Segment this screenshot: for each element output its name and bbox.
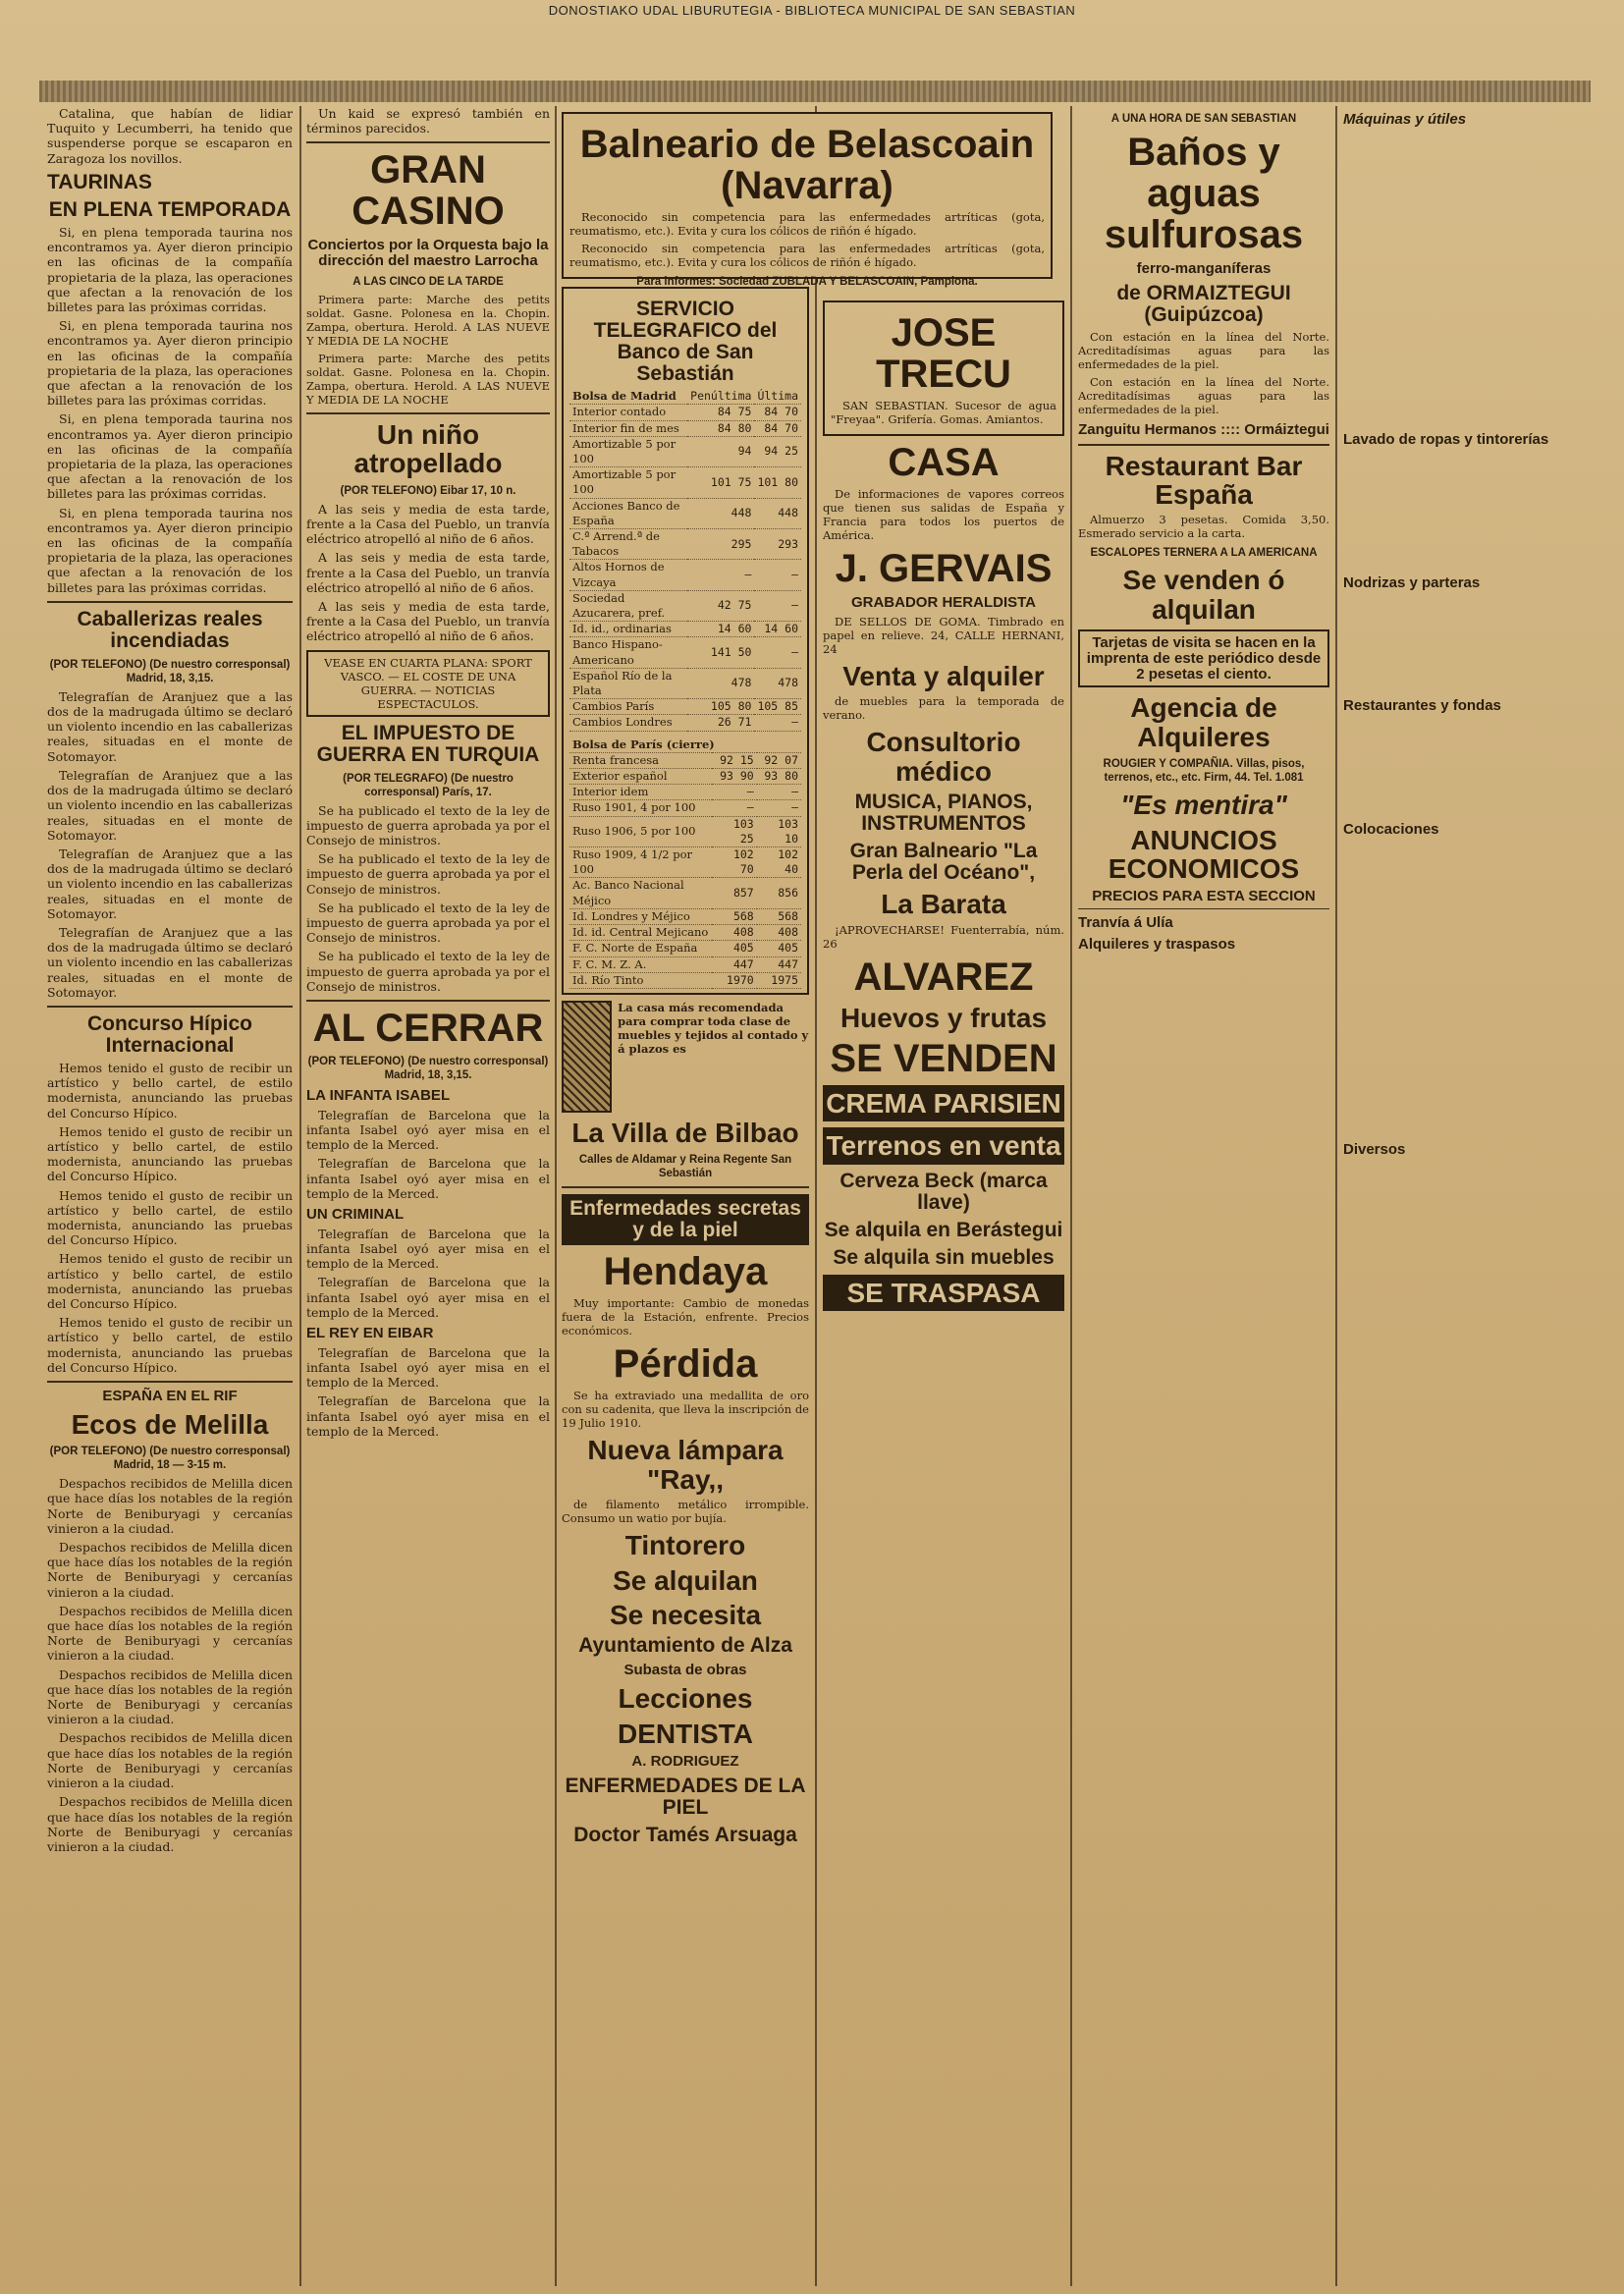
column-rule: [815, 106, 817, 2286]
bolsa-madrid-heading: Bolsa de Madrid: [569, 389, 687, 405]
quote-row: [569, 715, 801, 731]
headline-alquila-berastegui: Se alquila en Berástegui: [824, 1218, 1063, 1241]
impuesto-text: Se ha publicado el texto de la ley de impuesto de guerra aprobada ya por el Consejo de ministros.: [306, 949, 550, 994]
column-rule: [555, 106, 557, 2286]
quote-name: Exterior español: [569, 769, 712, 785]
headline-hendaya: Hendaya: [603, 1250, 768, 1294]
quote-value: 105 80: [687, 699, 754, 715]
quote-name: Ruso 1906, 5 por 100: [569, 816, 712, 847]
quote-row: [569, 622, 801, 637]
bolsa-paris-heading: Bolsa de París (cierre): [569, 737, 801, 753]
column-2: [306, 106, 550, 2286]
quote-value: —: [754, 590, 801, 621]
quote-value: 857: [712, 878, 756, 908]
balneario-info: Para informes: Sociedad ZUBLADA Y BELASCOAIN, Pamplona.: [636, 276, 978, 288]
telephone-note: (POR TELEFONO) (De nuestro corresponsal) Madrid, 18, 3,15.: [307, 1056, 549, 1082]
column-rule: [299, 106, 301, 2286]
caballerizas-text: Telegrafían de Aranjuez que a las dos de la madrugada último se declaró un violento incendio en las caballerizas reales, situadas en el monte de Sotomayor.: [47, 846, 293, 921]
hipico-text: Hemos tenido el gusto de recibir un artístico y bello cartel, de estilo modernista, anunciando las pruebas del Concurso Hípico.: [47, 1187, 293, 1248]
quote-value: 42 75: [687, 590, 754, 621]
servicio-telegrafico: [562, 287, 809, 995]
section-alquileres: Alquileres y traspasos: [1078, 935, 1236, 953]
trecu-text: SAN SEBASTIAN. Sucesor de agua "Freyaa". Grifería. Gomas. Amiantos.: [831, 399, 1056, 426]
quote-value: —: [712, 800, 756, 816]
plena-text: Si, en plena temporada taurina nos encontramos ya. Ayer dieron principio en las oficinas de la compañía propietaria de la plaza, las operaciones que afectan a la renovación de los billetes para las próximas corridas.: [47, 505, 293, 595]
subasta-subtitle: Subasta de obras: [623, 1662, 747, 1679]
headline-gran-casino: GRAN CASINO: [352, 148, 505, 234]
barata-text: ¡APROVECHARSE! Fuenterrabía, núm. 26: [823, 922, 1064, 951]
separator: [306, 412, 550, 414]
hora-note: A UNA HORA DE SAN SEBASTIAN: [1110, 113, 1297, 125]
lampara-text: de filamento metálico irrompible. Consumo un watio por bujía.: [562, 1498, 809, 1526]
impuesto-text: Se ha publicado el texto de la ley de impuesto de guerra aprobada ya por el Consejo de ministros.: [306, 851, 550, 897]
quote-value: —: [687, 560, 754, 590]
venta-text: de muebles para la temporada de verano.: [823, 694, 1064, 723]
column-5: [1078, 106, 1329, 2286]
quote-row: [569, 436, 801, 466]
separator: [47, 1381, 293, 1383]
headline-al-cerrar: AL CERRAR: [312, 1007, 544, 1051]
headline-musica: MUSICA, PIANOS, INSTRUMENTOS: [854, 790, 1033, 835]
separator: [306, 141, 550, 143]
headline-gervais: J. GERVAIS: [835, 547, 1053, 590]
headline-perdida: Pérdida: [613, 1342, 758, 1387]
quote-row: [569, 878, 801, 908]
quote-name: Interior contado: [569, 405, 687, 420]
quote-value: 103 25: [712, 816, 756, 847]
quote-name: Banco Hispano-Americano: [569, 637, 687, 668]
quote-row: [569, 560, 801, 590]
col2-intro: Un kaid se expresó también en términos parecidos.: [306, 106, 550, 137]
headline-hipico: Concurso Hípico Internacional: [86, 1011, 252, 1057]
quote-value: 295: [687, 529, 754, 560]
separator: [562, 1186, 809, 1188]
quote-name: Id. id., ordinarias: [569, 622, 687, 637]
melilla-text: Despachos recibidos de Melilla dicen que hace días los notables de la región Norte de Beniburyagi y cercanías vinieron a la ciudad.: [47, 1603, 293, 1664]
hendaya-text: Muy importante: Cambio de monedas fuera de la Estación, enfrente. Precios económicos.: [562, 1296, 809, 1338]
quote-name: Id. Londres y Méjico: [569, 908, 712, 924]
quote-value: 408: [757, 925, 801, 941]
servicio-title: SERVICIO TELEGRAFICO del Banco de San Sebastián: [593, 298, 778, 386]
quote-row: [569, 941, 801, 956]
quote-value: 405: [757, 941, 801, 956]
impuesto-text: Se ha publicado el texto de la ley de impuesto de guerra aprobada ya por el Consejo de ministros.: [306, 900, 550, 946]
headline-caballerizas: Caballerizas reales incendiadas: [77, 607, 263, 652]
separator: [1078, 908, 1329, 909]
quote-row: [569, 816, 801, 847]
sport-notice: VEASE EN CUARTA PLANA: SPORT VASCO. — EL COSTE DE UNA GUERRA. — NOTICIAS ESPECTACULOS.: [306, 650, 550, 717]
separator: [47, 601, 293, 603]
quote-name: F. C. M. Z. A.: [569, 956, 712, 972]
headline-venta: Venta y alquiler: [842, 660, 1045, 691]
quote-value: 568: [712, 908, 756, 924]
quote-row: [569, 529, 801, 560]
restaurant-plato: ESCALOPES TERNERA A LA AMERICANA: [1090, 547, 1318, 560]
hipico-text: Hemos tenido el gusto de recibir un artístico y bello cartel, de estilo modernista, anunciando las pruebas del Concurso Hípico.: [47, 1061, 293, 1120]
quote-name: Acciones Banco de España: [569, 498, 687, 528]
cerrar-text: Telegrafían de Barcelona que la infanta Isabel oyó ayer misa en el templo de la Merced.: [306, 1344, 550, 1391]
quote-name: Amortizable 5 por 100: [569, 467, 687, 498]
quote-value: 293: [754, 529, 801, 560]
quote-value: 92 15: [712, 752, 756, 768]
villa-subtitle: Calles de Aldamar y Reina Regente San Sebastián: [578, 1154, 792, 1180]
quote-value: 92 07: [757, 752, 801, 768]
perdida-text: Se ha extraviado una medallita de oro con su cadenita, que lleva la inscripción de 19 Julio 1910.: [562, 1389, 809, 1431]
quote-value: 94 25: [754, 436, 801, 466]
quote-name: Sociedad Azucarera, pref.: [569, 590, 687, 621]
quote-value: —: [712, 785, 756, 800]
quote-value: 14 60: [687, 622, 754, 637]
quote-name: Interior fin de mes: [569, 420, 687, 436]
restaurant-text: Almuerzo 3 pesetas. Comida 3,50. Esmerado servicio a la carta.: [1078, 513, 1329, 541]
headline-enfermedades: Enfermedades secretas y de la piel: [562, 1194, 809, 1245]
quote-value: 447: [757, 956, 801, 972]
banos-text: Con estación en la línea del Norte. Acreditadísimas aguas para las enfermedades de la piel.: [1078, 329, 1329, 371]
quote-value: 26 71: [687, 715, 754, 731]
quote-name: C.ª Arrend.ª de Tabacos: [569, 529, 687, 560]
column-4: [823, 295, 1064, 2286]
subhead-rey: EL REY EN EIBAR: [306, 1324, 434, 1341]
hipico-text: Hemos tenido el gusto de recibir un artístico y bello cartel, de estilo modernista, anunciando las pruebas del Concurso Hípico.: [47, 1123, 293, 1184]
bolsa-paris-table: [569, 737, 801, 989]
quote-value: 93 80: [757, 769, 801, 785]
quote-row: [569, 800, 801, 816]
quote-value: 101 80: [754, 467, 801, 498]
melilla-text: Despachos recibidos de Melilla dicen que hace días los notables de la región Norte de Beniburyagi y cercanías vinieron a la ciudad.: [47, 1730, 293, 1791]
cerrar-text: Telegrafían de Barcelona que la infanta Isabel oyó ayer misa en el templo de la Merced.: [306, 1226, 550, 1272]
ormaiztegui: de ORMAIZTEGUI (Guipúzcoa): [1116, 281, 1291, 326]
quote-value: —: [754, 715, 801, 731]
headline-nino-atropellado: Un niño atropellado: [353, 418, 503, 479]
casino-program: Primera parte: Marche des petits soldat. Gasne. Polonesa en la. Chopin. Zampa, obertura. Herold. A LAS NUEVE Y MEDIA DE LA NOCHE: [306, 351, 550, 407]
quote-value: 84 70: [754, 405, 801, 420]
nino-text: A las seis y media de esta tarde, frente a la Casa del Pueblo, un tranvía eléctrico atropelló al niño de 6 años.: [306, 550, 550, 595]
casino-time: A LAS CINCO DE LA TARDE: [352, 275, 504, 288]
quote-name: Español Río de la Plata: [569, 668, 687, 698]
quote-row: [569, 467, 801, 498]
headline-traspasa: SE TRASPASA: [823, 1275, 1064, 1311]
separator: [306, 1000, 550, 1002]
subhead-criminal: UN CRIMINAL: [306, 1206, 405, 1224]
archive-header: DONOSTIAKO UDAL LIBURUTEGIA - BIBLIOTECA MUNICIPAL DE SAN SEBASTIAN: [548, 3, 1076, 18]
quote-value: —: [754, 560, 801, 590]
masthead-rule: [39, 81, 1591, 102]
melilla-text: Despachos recibidos de Melilla dicen que hace días los notables de la región Norte de Beniburyagi y cercanías vinieron a la ciudad.: [47, 1794, 293, 1854]
quote-value: 102 70: [712, 847, 756, 878]
headline-anuncios: ANUNCIOS ECONOMICOS: [1108, 824, 1300, 884]
tarjetas-notice: Tarjetas de visita se hacen en la imprenta de este periódico desde 2 pesetas el ciento.: [1078, 629, 1329, 687]
quote-value: 448: [687, 498, 754, 528]
col1-intro: Catalina, que habían de lidiar Tuquito y Lecumberri, ha tenido que suspenderse porque se escaparon en Zaragoza los novillos.: [47, 106, 293, 166]
headline-alvarez: ALVAREZ: [853, 955, 1034, 999]
gervais-subtitle: GRABADOR HERALDISTA: [850, 594, 1037, 611]
headline-restaurant: Restaurant Bar España: [1105, 450, 1303, 510]
quote-value: 448: [754, 498, 801, 528]
dentista-name: A. RODRIGUEZ: [631, 1752, 739, 1770]
nino-text: A las seis y media de esta tarde, frente a la Casa del Pueblo, un tranvía eléctrico atropelló al niño de 6 años.: [306, 598, 550, 644]
headline-villa-bilbao: La Villa de Bilbao: [571, 1117, 799, 1148]
quote-value: 1970: [712, 972, 756, 988]
col-header: Penúltima: [687, 389, 754, 405]
villa-image-text: La casa más recomendada para comprar toda clase de muebles y tejidos al contado y á plazos es: [618, 1000, 809, 1056]
trecu-ad: [823, 300, 1064, 436]
headline-dentista: DENTISTA: [618, 1718, 753, 1749]
cerrar-text: Telegrafían de Barcelona que la infanta Isabel oyó ayer misa en el templo de la Merced.: [306, 1393, 550, 1439]
quote-value: 14 60: [754, 622, 801, 637]
headline-balneario: Balneario de Belascoain (Navarra): [579, 123, 1035, 207]
plena-text: Si, en plena temporada taurina nos encontramos ya. Ayer dieron principio en las oficinas de la compañía propietaria de la plaza, las operaciones que afectan a la renovación de los billetes para las próximas corridas.: [47, 224, 293, 314]
quote-value: 405: [712, 941, 756, 956]
section-rif: ESPAÑA EN EL RIF: [102, 1388, 238, 1405]
quote-row: [569, 590, 801, 621]
quote-value: 84 70: [754, 420, 801, 436]
section-tranvia: Tranvía á Ulía: [1078, 914, 1173, 932]
quote-name: Renta francesa: [569, 752, 712, 768]
quote-value: —: [754, 637, 801, 668]
quote-name: Interior idem: [569, 785, 712, 800]
casino-subtitle: Conciertos por la Orquesta bajo la dirección del maestro Larrocha: [307, 237, 549, 270]
quote-value: 856: [757, 878, 801, 908]
quote-value: 568: [757, 908, 801, 924]
quote-value: 101 75: [687, 467, 754, 498]
quote-row: [569, 420, 801, 436]
zanguitu: Zanguitu Hermanos :::: Ormáiztegui: [1078, 420, 1329, 438]
quote-name: Ac. Banco Nacional Méjico: [569, 878, 712, 908]
melilla-text: Despachos recibidos de Melilla dicen que hace días los notables de la región Norte de Beniburyagi y cercanías vinieron a la ciudad.: [47, 1476, 293, 1536]
quote-value: 447: [712, 956, 756, 972]
cerrar-text: Telegrafían de Barcelona que la infanta Isabel oyó ayer misa en el templo de la Merced.: [306, 1156, 550, 1201]
quote-value: 408: [712, 925, 756, 941]
banos-subtitle: ferro-manganíferas: [1136, 260, 1272, 277]
plena-text: Si, en plena temporada taurina nos encontramos ya. Ayer dieron principio en las oficinas de la compañía propietaria de la plaza, las operaciones que afectan a la renovación de los billetes para las próximas corridas.: [47, 411, 293, 502]
headline-impuesto: EL IMPUESTO DE GUERRA EN TURQUIA: [316, 721, 540, 766]
headline-huevos: Huevos y frutas: [839, 1002, 1048, 1033]
telephone-note: (POR TELEGRAFO) (De nuestro corresponsal) París, 17.: [343, 772, 514, 798]
bed-illustration: [562, 1001, 612, 1113]
precios-title: PRECIOS PARA ESTA SECCION: [1092, 888, 1316, 905]
quote-row: [569, 925, 801, 941]
headline-casa: CASA: [888, 441, 1000, 484]
melilla-text: Despachos recibidos de Melilla dicen que hace días los notables de la región Norte de Beniburyagi y cercanías vinieron a la ciudad.: [47, 1540, 293, 1600]
quote-value: 105 85: [754, 699, 801, 715]
quote-value: 103 10: [757, 816, 801, 847]
quote-value: —: [757, 785, 801, 800]
headline-se-venden: SE VENDEN: [830, 1036, 1057, 1080]
quote-name: Id. Río Tinto: [569, 972, 712, 988]
quote-value: 1975: [757, 972, 801, 988]
quote-row: [569, 785, 801, 800]
headline-banos: Baños y aguas sulfurosas: [1104, 131, 1304, 256]
caballerizas-text: Telegrafían de Aranjuez que a las dos de la madrugada último se declaró un violento incendio en las caballerizas reales, situadas en el monte de Sotomayor.: [47, 688, 293, 764]
villa-ad-image-row: [562, 1001, 809, 1113]
section-taurinas: TAURINAS: [47, 170, 152, 193]
section-colocaciones: Colocaciones: [1343, 821, 1439, 838]
section-restaurantes: Restaurantes y fondas: [1343, 697, 1501, 715]
subhead-infanta: LA INFANTA ISABEL: [306, 1087, 451, 1105]
telephone-note: (POR TELEFONO) (De nuestro corresponsal) Madrid, 18, 3,15.: [49, 658, 291, 684]
quote-value: 93 90: [712, 769, 756, 785]
quote-row: [569, 668, 801, 698]
quote-value: 478: [754, 668, 801, 698]
caballerizas-text: Telegrafían de Aranjuez que a las dos de la madrugada último se declaró un violento incendio en las caballerizas reales, situadas en el monte de Sotomayor.: [47, 924, 293, 1000]
column-rule: [1070, 106, 1072, 2286]
headline-crema: CREMA PARISIEN: [823, 1085, 1064, 1121]
section-nodrizas: Nodrizas y parteras: [1343, 574, 1481, 591]
quote-name: Cambios Londres: [569, 715, 687, 731]
section-lavado: Lavado de ropas y tintorerías: [1343, 430, 1549, 448]
headline-cerveza: Cerveza Beck (marca llave): [839, 1169, 1048, 1214]
separator: [47, 1006, 293, 1008]
headline-consultorio: Consultorio médico: [866, 727, 1021, 787]
headline-barata: La Barata: [881, 889, 1006, 920]
hipico-text: Hemos tenido el gusto de recibir un artístico y bello cartel, de estilo modernista, anunciando las pruebas del Concurso Hípico.: [47, 1251, 293, 1312]
quote-name: Id. id. Central Mejicano: [569, 925, 712, 941]
balneario-text: Reconocido sin competencia para las enfermedades artríticas (gota, reumatismo, etc.). Evita y cura los cólicos de riñón é hígado.: [569, 210, 1045, 238]
section-diversos: Diversos: [1343, 1140, 1406, 1158]
headline-venden-alquilan: Se venden ó alquilan: [1122, 565, 1285, 625]
headline-agencia: Agencia de Alquileres: [1130, 692, 1277, 752]
quote-row: [569, 956, 801, 972]
balneario-ad: [562, 112, 1053, 288]
quote-row: [569, 405, 801, 420]
cerrar-text: Telegrafían de Barcelona que la infanta Isabel oyó ayer misa en el templo de la Merced.: [306, 1107, 550, 1153]
caballerizas-text: Telegrafían de Aranjuez que a las dos de la madrugada último se declaró un violento incendio en las caballerizas reales, situadas en el monte de Sotomayor.: [47, 767, 293, 843]
quote-name: Altos Hornos de Vizcaya: [569, 560, 687, 590]
quote-value: 102 40: [757, 847, 801, 878]
quote-value: 478: [687, 668, 754, 698]
headline-sin-muebles: Se alquila sin muebles: [833, 1245, 1055, 1269]
headline-melilla: Ecos de Melilla: [71, 1408, 269, 1440]
quote-row: [569, 752, 801, 768]
cerrar-text: Telegrafían de Barcelona que la infanta Isabel oyó ayer misa en el templo de la Merced.: [306, 1275, 550, 1320]
quote-row: [569, 498, 801, 528]
headline-tintorero: Tintorero: [624, 1530, 746, 1561]
casa-text: De informaciones de vapores correos que tienen sus salidas de España y Francia para todos los puertos de América.: [823, 487, 1064, 542]
headline-lampara: Nueva lámpara "Ray,,: [587, 1435, 784, 1495]
bolsa-madrid-table: [569, 389, 801, 731]
headline-ayuntamiento: Ayuntamiento de Alza: [578, 1634, 792, 1658]
quote-row: [569, 847, 801, 878]
hipico-text: Hemos tenido el gusto de recibir un artístico y bello cartel, de estilo modernista, anunciando las pruebas del Concurso Hípico.: [47, 1315, 293, 1375]
quote-value: 84 80: [687, 420, 754, 436]
nino-text: A las seis y media de esta tarde, frente a la Casa del Pueblo, un tranvía eléctrico atropelló al niño de 6 años.: [306, 501, 550, 547]
headline-tames: Doctor Tamés Arsuaga: [573, 1823, 797, 1846]
quote-value: 141 50: [687, 637, 754, 668]
column-rule: [1335, 106, 1337, 2286]
quote-row: [569, 699, 801, 715]
headline-plena-temporada: EN PLENA TEMPORADA: [48, 197, 292, 221]
headline-necesita: Se necesita: [609, 1599, 762, 1630]
quote-row: [569, 972, 801, 988]
quote-value: 94: [687, 436, 754, 466]
telephone-note: (POR TELEFONO) Eibar 17, 10 n.: [340, 484, 516, 497]
column-6: [1343, 106, 1589, 2286]
balneario-text: Reconocido sin competencia para las enfermedades artríticas (gota, reumatismo, etc.). Evita y cura los cólicos de riñón é hígado.: [569, 242, 1045, 269]
quote-row: [569, 769, 801, 785]
headline-lecciones: Lecciones: [618, 1683, 753, 1715]
casino-program: Primera parte: Marche des petits soldat. Gasne. Polonesa en la. Chopin. Zampa, obertura. Herold. A LAS NUEVE Y MEDIA DE LA NOCHE: [306, 292, 550, 348]
quote-value: 84 75: [687, 405, 754, 420]
col-header: Última: [754, 389, 801, 405]
quote-name: Ruso 1909, 4 1/2 por 100: [569, 847, 712, 878]
telephone-note: (POR TELEFONO) (De nuestro corresponsal) Madrid, 18 — 3-15 m.: [49, 1446, 291, 1472]
quote-name: Ruso 1901, 4 por 100: [569, 800, 712, 816]
quote-name: Amortizable 5 por 100: [569, 436, 687, 466]
headline-enf-piel: ENFERMEDADES DE LA PIEL: [565, 1774, 806, 1819]
impuesto-text: Se ha publicado el texto de la ley de impuesto de guerra aprobada ya por el Consejo de ministros.: [306, 802, 550, 848]
melilla-text: Despachos recibidos de Melilla dicen que hace días los notables de la región Norte de Beniburyagi y cercanías vinieron a la ciudad.: [47, 1666, 293, 1727]
headline-terrenos: Terrenos en venta: [823, 1127, 1064, 1164]
gervais-text: DE SELLOS DE GOMA. Timbrado en papel en relieve. 24, CALLE HERNANI, 24: [823, 614, 1064, 656]
quote-row: [569, 908, 801, 924]
banos-text: Con estación en la línea del Norte. Acreditadísimas aguas para las enfermedades de la piel.: [1078, 374, 1329, 416]
plena-text: Si, en plena temporada taurina nos encontramos ya. Ayer dieron principio en las oficinas de la compañía propietaria de la plaza, las operaciones que afectan a la renovación de los billetes para las próximas corridas.: [47, 318, 293, 409]
quote-name: Cambios París: [569, 699, 687, 715]
section-maquinas: Máquinas y útiles: [1343, 111, 1467, 128]
separator: [1078, 444, 1329, 446]
headline-alquilan: Se alquilan: [613, 1564, 758, 1596]
quote-name: F. C. Norte de España: [569, 941, 712, 956]
headline-trecu: JOSE TRECU: [876, 311, 1011, 396]
headline-mentira: "Es mentira": [1120, 790, 1287, 821]
agencia-subtitle: ROUGIER Y COMPAÑIA. Villas, pisos, terrenos, etc., etc. Firm, 44. Tel. 1.081: [1103, 758, 1305, 785]
quote-row: [569, 637, 801, 668]
quote-value: —: [757, 800, 801, 816]
column-1: [47, 106, 293, 2286]
headline-perla: Gran Balneario "La Perla del Océano",: [849, 840, 1038, 885]
